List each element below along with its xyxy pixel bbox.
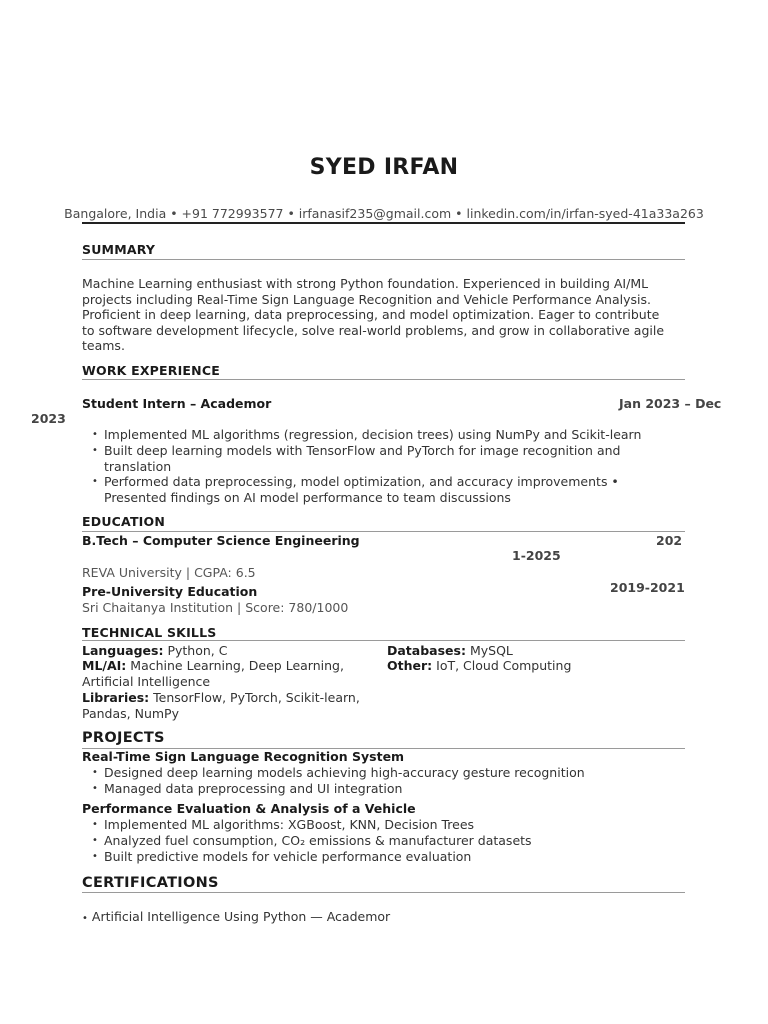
list-item: • Built deep learning models with TensorFlow and PyTorch for image recognition and translation (92, 442, 621, 474)
project-bullets (92, 817, 532, 864)
certification-item: • Artificial Intelligence Using Python — Academor (82, 909, 391, 924)
skill-other: Other: IoT, Cloud Computing (387, 658, 572, 673)
bullet-icon: • (92, 819, 98, 830)
project-bullets (92, 765, 585, 797)
section-heading-projects: PROJECTS (82, 730, 165, 746)
skill-ml-ai-wrap: Artificial Intelligence (82, 674, 211, 689)
summary-text (82, 276, 690, 354)
degree-date: 2019-2021 (610, 580, 685, 595)
section-heading-certifications: CERTIFICATIONS (82, 875, 219, 891)
bullet-icon: • (92, 444, 98, 456)
list-item: • Managed data preprocessing and UI integration (92, 780, 403, 796)
skill-languages: Languages: Python, C (82, 643, 228, 658)
candidate-name: SYED IRFAN (309, 155, 459, 180)
list-item: • Implemented ML algorithms (regression, decision trees) using NumPy and Scikit-learn (92, 427, 642, 442)
list-item: • Analyzed fuel consumption, CO₂ emissions & manufacturer datasets (92, 832, 532, 848)
summary-line: projects including Real-Time Sign Language Recognition and Vehicle Performance Analysis. (82, 291, 651, 307)
section-divider (82, 640, 685, 641)
bullet-icon: • (92, 834, 98, 846)
list-item: • Built predictive models for vehicle performance evaluation (92, 848, 472, 864)
section-heading-education: EDUCATION (82, 514, 166, 529)
summary-line: Proficient in deep learning, data preprocessing, and model optimization. Eager to contribute (82, 307, 660, 323)
school-info: Sri Chaitanya Institution | Score: 780/1000 (82, 600, 349, 615)
section-divider (82, 379, 685, 380)
job-date: Jan 2023 – Dec (619, 396, 722, 411)
summary-line: to software development lifecycle, solve real-world problems, and grow in collaborative agile (82, 322, 665, 338)
contact-line: Bangalore, India • +91 772993577 • irfanasif235@gmail.com • linkedin.com/in/irfan-syed-41a33a263 (64, 206, 704, 221)
skill-ml-ai: ML/AI: Machine Learning, Deep Learning, (82, 658, 344, 673)
summary-line: Machine Learning enthusiast with strong Python foundation. Experienced in building AI/ML (82, 276, 649, 291)
degree-date-wrap: 1-2025 (512, 548, 561, 563)
header-divider (82, 222, 685, 224)
school-info: REVA University | CGPA: 6.5 (82, 565, 256, 580)
job-date-wrap: 2023 (31, 411, 66, 426)
bullet-icon: • (82, 913, 88, 924)
degree-date: 202 (656, 533, 683, 548)
project-title: Performance Evaluation & Analysis of a Vehicle (82, 801, 416, 816)
skill-libraries-wrap: Pandas, NumPy (82, 706, 179, 721)
degree-title: Pre-University Education (82, 584, 258, 599)
section-divider (82, 531, 685, 532)
section-heading-summary: SUMMARY (82, 242, 156, 257)
skill-libraries: Libraries: TensorFlow, PyTorch, Scikit-learn, (82, 690, 360, 705)
summary-line: teams. (82, 338, 125, 354)
section-heading-experience: WORK EXPERIENCE (82, 363, 220, 378)
job-title: Student Intern – Academor (82, 396, 272, 411)
bullet-icon: • (92, 782, 98, 794)
project-title: Real-Time Sign Language Recognition System (82, 749, 405, 764)
skill-databases: Databases: MySQL (387, 643, 513, 658)
list-item: • Designed deep learning models achieving high-accuracy gesture recognition (92, 765, 585, 780)
section-heading-skills: TECHNICAL SKILLS (82, 625, 217, 640)
bullet-icon: • (92, 767, 98, 778)
job-bullets (92, 427, 641, 506)
bullet-icon: • (92, 476, 98, 488)
list-item: • Implemented ML algorithms: XGBoost, KNN, Decision Trees (92, 817, 475, 832)
list-item: • Performed data preprocessing, model optimization, and accuracy improvements • Presented findings on AI model performance to team discussions (92, 474, 619, 506)
bullet-icon: • (92, 429, 98, 440)
degree-title: B.Tech – Computer Science Engineering (82, 533, 360, 548)
section-divider (82, 259, 685, 260)
bullet-icon: • (92, 850, 98, 862)
section-divider (82, 892, 685, 893)
